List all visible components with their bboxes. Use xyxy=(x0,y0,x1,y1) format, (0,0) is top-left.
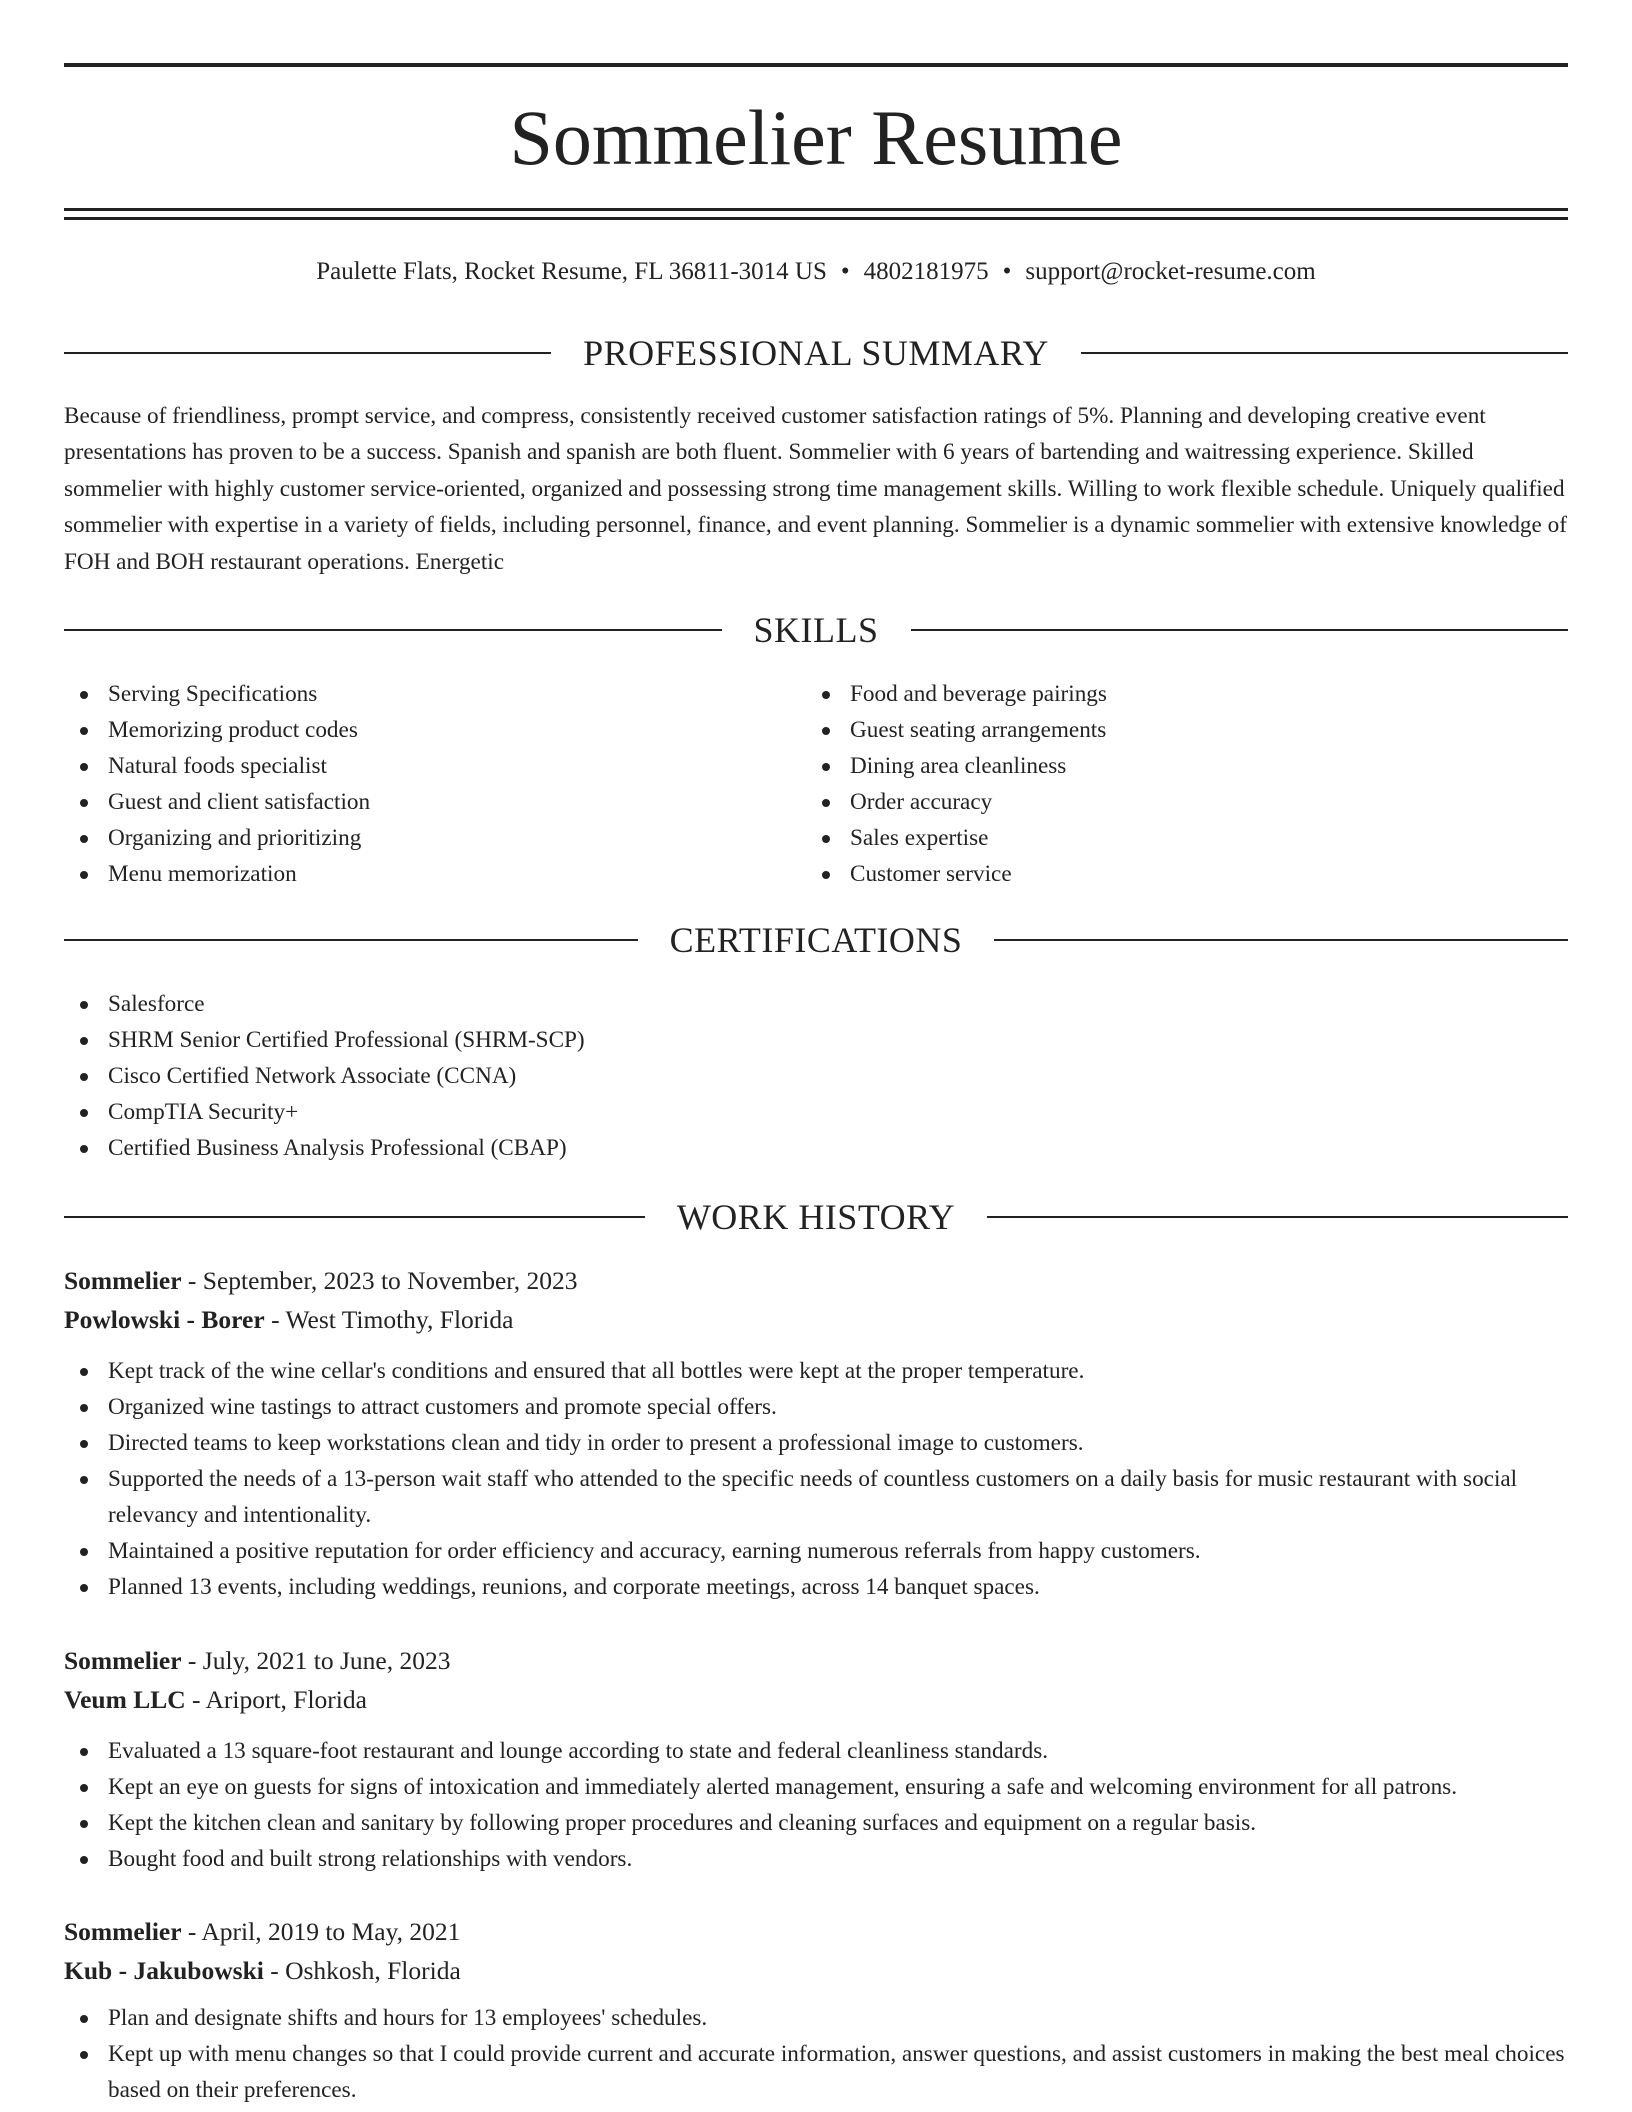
section-rule xyxy=(64,352,551,354)
section-rule xyxy=(987,1216,1568,1218)
section-header-certifications xyxy=(64,917,1568,963)
section-header-skills xyxy=(64,607,1568,653)
section-title-summary: PROFESSIONAL SUMMARY xyxy=(583,333,1049,373)
job-duties-list xyxy=(64,1733,1568,1877)
skill-item: Menu memorization xyxy=(64,856,804,892)
job-dates: April, 2019 to May, 2021 xyxy=(201,1917,461,1946)
job-location: Oshkosh, Florida xyxy=(285,1956,461,1985)
skills-list-right xyxy=(806,676,1546,892)
section-header-summary xyxy=(64,330,1568,376)
job-dates: July, 2021 to June, 2023 xyxy=(202,1646,451,1675)
section-title-work-history: WORK HISTORY xyxy=(676,1197,956,1237)
job-entry xyxy=(64,1642,1568,1877)
job-duties-list xyxy=(64,1353,1568,1605)
skills-column-right xyxy=(806,676,1546,892)
contact-line xyxy=(64,252,1568,292)
job-duty: Directed teams to keep workstations clean and tidy in order to present a professional image to customers. xyxy=(64,1425,1568,1461)
summary-paragraph: Because of friendliness, prompt service, and compress, consistently received customer satisfaction ratings of 5%. Planning and developing creative event presentations has proven to be a success. Spanish and spanish are both fluent. Sommelier with 6 years of bartending and waitressing experience. Skilled sommelier with highly customer service-oriented, organized and possessing strong time management skills. Willing to work flexible schedule. Uniquely qualified sommelier with expertise in a variety of fields, including personnel, finance, and event planning. Sommelier is a dynamic sommelier with extensive knowledge of FOH and BOH restaurant operations. Energetic xyxy=(64,403,1567,575)
contact-separator: • xyxy=(840,258,850,285)
resume-title: Sommelier Resume xyxy=(509,94,1123,181)
job-duty: Planned 13 events, including weddings, reunions, and corporate meetings, across 14 banquet spaces. xyxy=(64,1569,1568,1605)
skill-item: Natural foods specialist xyxy=(64,748,804,784)
certifications-list xyxy=(64,986,1568,1166)
certification-item: Cisco Certified Network Associate (CCNA) xyxy=(64,1058,1568,1094)
skill-item: Dining area cleanliness xyxy=(806,748,1546,784)
top-rule xyxy=(64,63,1568,67)
job-duty: Organized wine tastings to attract customers and promote special offers. xyxy=(64,1389,1568,1425)
contact-separator: • xyxy=(1002,258,1012,285)
certification-item: Certified Business Analysis Professional (CBAP) xyxy=(64,1130,1568,1166)
section-title-certifications: CERTIFICATIONS xyxy=(669,920,963,960)
job-entry xyxy=(64,1913,1568,2108)
section-title-skills: SKILLS xyxy=(753,610,879,650)
job-duty: Supported the needs of a 13-person wait staff who attended to the specific needs of countless customers on a daily basis for music restaurant with social relevancy and intentionality. xyxy=(64,1461,1568,1533)
section-rule xyxy=(994,939,1568,941)
job-location: Ariport, Florida xyxy=(205,1685,367,1714)
skills-column-left xyxy=(64,676,804,892)
contact-phone: 4802181975 xyxy=(863,258,989,285)
certifications-block xyxy=(64,986,1568,1166)
job-duty: Kept up with menu changes so that I could provide current and accurate information, answer questions, and assist customers in making the best meal choices based on their preferences. xyxy=(64,2036,1568,2108)
section-rule xyxy=(911,629,1569,631)
job-duty: Kept the kitchen clean and sanitary by following proper procedures and cleaning surfaces and equipment on a regular basis. xyxy=(64,1805,1568,1841)
section-rule xyxy=(64,1216,645,1218)
job-company-line: Veum LLC - Ariport, Florida xyxy=(64,1685,367,1714)
job-entry xyxy=(64,1262,1568,1605)
certification-item: CompTIA Security+ xyxy=(64,1094,1568,1130)
skill-item: Food and beverage pairings xyxy=(806,676,1546,712)
skill-item: Organizing and prioritizing xyxy=(64,820,804,856)
job-title-line: Sommelier - September, 2023 to November, 2023 xyxy=(64,1266,578,1295)
job-company-line: Powlowski - Borer - West Timothy, Florida xyxy=(64,1305,514,1334)
job-duty: Kept track of the wine cellar's conditions and ensured that all bottles were kept at the proper temperature. xyxy=(64,1353,1568,1389)
job-duty: Plan and designate shifts and hours for 13 employees' schedules. xyxy=(64,2000,1568,2036)
contact-email: support@rocket-resume.com xyxy=(1025,258,1316,285)
section-header-work-history xyxy=(64,1194,1568,1240)
job-duties-list xyxy=(64,2000,1568,2108)
job-company-line: Kub - Jakubowski - Oshkosh, Florida xyxy=(64,1956,461,1985)
section-rule xyxy=(64,629,722,631)
job-title: Sommelier xyxy=(64,1646,182,1675)
job-company: Kub - Jakubowski xyxy=(64,1956,264,1985)
job-duty: Evaluated a 13 square-foot restaurant and lounge according to state and federal cleanliness standards. xyxy=(64,1733,1568,1769)
job-dates: September, 2023 to November, 2023 xyxy=(202,1266,578,1295)
contact-address: Paulette Flats, Rocket Resume, FL 36811-3014 US xyxy=(316,258,827,285)
job-location: West Timothy, Florida xyxy=(285,1305,514,1334)
title-double-rule xyxy=(64,208,1568,220)
skill-item: Guest seating arrangements xyxy=(806,712,1546,748)
skill-item: Serving Specifications xyxy=(64,676,804,712)
skill-item: Guest and client satisfaction xyxy=(64,784,804,820)
certification-item: SHRM Senior Certified Professional (SHRM-SCP) xyxy=(64,1022,1568,1058)
skill-item: Customer service xyxy=(806,856,1546,892)
job-title-line: Sommelier - July, 2021 to June, 2023 xyxy=(64,1646,451,1675)
certification-item: Salesforce xyxy=(64,986,1568,1022)
job-duty: Bought food and built strong relationships with vendors. xyxy=(64,1841,1568,1877)
job-duty: Maintained a positive reputation for order efficiency and accuracy, earning numerous referrals from happy customers. xyxy=(64,1533,1568,1569)
skill-item: Sales expertise xyxy=(806,820,1546,856)
job-title: Sommelier xyxy=(64,1266,182,1295)
job-title: Sommelier xyxy=(64,1917,182,1946)
skills-list-left xyxy=(64,676,804,892)
skill-item: Order accuracy xyxy=(806,784,1546,820)
job-title-line: Sommelier - April, 2019 to May, 2021 xyxy=(64,1917,461,1946)
section-rule xyxy=(64,939,638,941)
job-company: Powlowski - Borer xyxy=(64,1305,265,1334)
job-duty: Kept an eye on guests for signs of intoxication and immediately alerted management, ensuring a safe and welcoming environment for all patrons. xyxy=(64,1769,1568,1805)
section-rule xyxy=(1081,352,1568,354)
job-company: Veum LLC xyxy=(64,1685,186,1714)
skill-item: Memorizing product codes xyxy=(64,712,804,748)
